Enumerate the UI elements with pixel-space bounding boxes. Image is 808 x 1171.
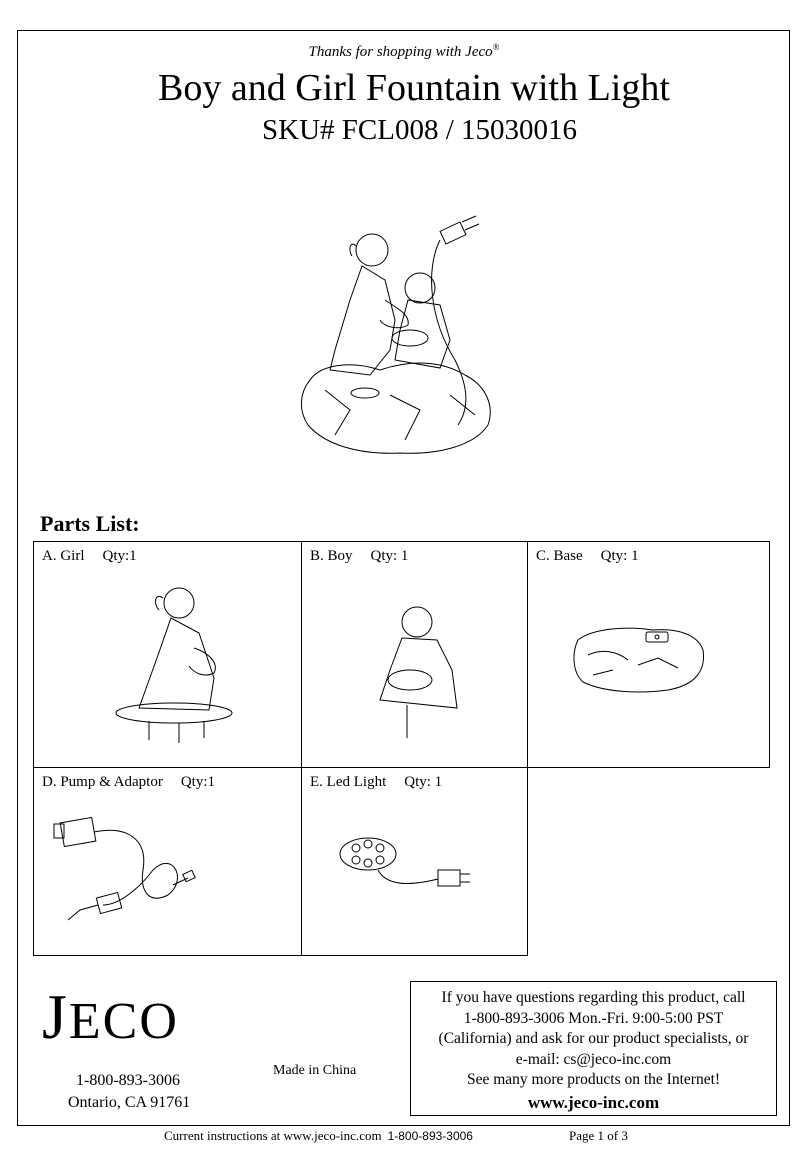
led-light-image — [338, 834, 478, 904]
part-qty: Qty: 1 — [404, 774, 443, 790]
part-name: D. Pump & Adaptor — [42, 774, 163, 790]
made-in-label: Made in China — [273, 1063, 357, 1078]
part-label — [310, 548, 408, 565]
page-footer — [164, 1128, 628, 1144]
contact-line: (California) and ask for our product specialists, or — [438, 1030, 749, 1047]
contact-line: See many more products on the Internet! — [466, 1071, 721, 1088]
company-phone: 1-800-893-3006 — [76, 1072, 180, 1089]
part-label — [42, 548, 137, 565]
part-cell-led-light — [301, 767, 528, 956]
part-cell-base — [527, 541, 770, 768]
part-cell-boy — [301, 541, 528, 768]
contact-line: If you have questions regarding this product, call — [441, 989, 746, 1006]
base-rock-image — [568, 620, 708, 700]
part-cell-pump — [33, 767, 302, 956]
part-qty: Qty:1 — [180, 774, 216, 790]
part-name: B. Boy — [310, 548, 353, 564]
product-sku: SKU# FCL008 / 15030016 — [262, 114, 578, 146]
jeco-logo: JECO — [42, 981, 179, 1052]
part-qty: Qty:1 — [102, 548, 137, 564]
part-qty: Qty: 1 — [600, 548, 639, 564]
footer-instructions: Current instructions at www.jeco-inc.com — [164, 1128, 382, 1143]
company-address: Ontario, CA 91761 — [68, 1094, 191, 1111]
fountain-illustration — [290, 210, 510, 460]
part-qty: Qty: 1 — [370, 548, 409, 564]
contact-line: 1-800-893-3006 Mon.-Fri. 9:00-5:00 PST — [463, 1009, 724, 1027]
pump-adaptor-image — [48, 810, 208, 930]
part-name: E. Led Light — [310, 774, 387, 790]
part-label — [42, 774, 215, 791]
website-link[interactable]: www.jeco-inc.com — [527, 1092, 660, 1112]
footer-phone: 1-800-893-3006 — [387, 1129, 473, 1143]
part-label — [536, 548, 639, 565]
thanks-text: Thanks for shopping with Jeco — [308, 44, 493, 60]
contact-box — [410, 981, 777, 1116]
boy-figure-image — [372, 600, 472, 750]
registered-mark: ® — [492, 42, 500, 52]
part-name: C. Base — [536, 548, 583, 564]
thanks-line — [0, 42, 808, 61]
part-name: A. Girl — [42, 548, 85, 564]
contact-email[interactable]: e-mail: cs@jeco-inc.com — [515, 1050, 672, 1068]
girl-figure-image — [109, 578, 249, 758]
part-cell-girl — [33, 541, 302, 768]
product-title: Boy and Girl Fountain with Light — [158, 67, 670, 109]
page-number: Page 1 of 3 — [569, 1128, 628, 1143]
parts-list-title: Parts List: — [40, 511, 140, 536]
part-label — [310, 774, 442, 791]
